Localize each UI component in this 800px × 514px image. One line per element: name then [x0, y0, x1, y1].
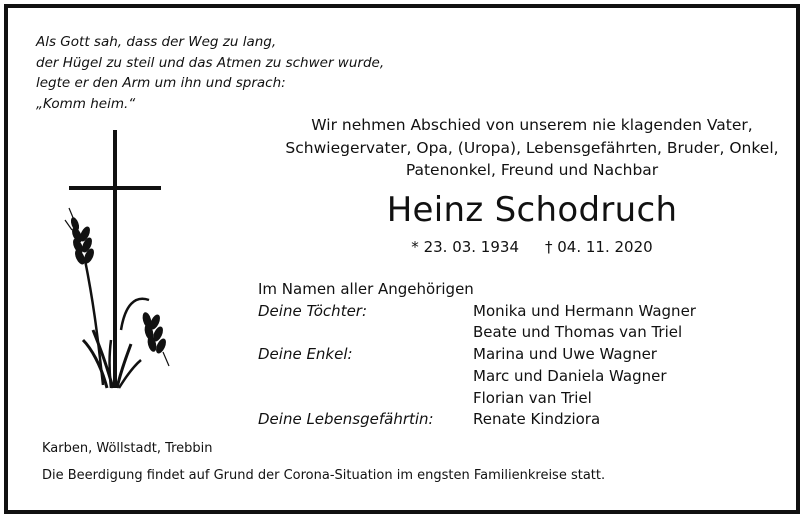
mourners-list: [258, 279, 696, 431]
mourner-role: Deine Lebensgefährtin:: [258, 410, 434, 429]
mourner-role: Deine Töchter:: [258, 301, 368, 320]
deceased-name: Heinz Schodruch: [386, 190, 678, 230]
mourner-names: Beate und Thomas van Triel: [473, 323, 683, 342]
intro-line: Wir nehmen Abschied von unserem nie klagenden Vater,: [311, 116, 753, 134]
intro-text: [262, 114, 800, 182]
mourner-names: Florian van Triel: [473, 388, 592, 407]
death-date: † 04. 11. 2020: [545, 238, 653, 256]
mourner-row: [258, 366, 696, 388]
poem-line: der Hügel zu steil und das Atmen zu schwer wurde,: [36, 54, 385, 71]
mourner-names: Monika und Hermann Wagner: [473, 301, 696, 320]
mourner-role: [258, 366, 473, 388]
mourner-row: [258, 388, 696, 410]
poem-line: legte er den Arm um ihn und sprach:: [36, 75, 286, 91]
mourner-role: Deine Enkel:: [258, 345, 353, 364]
mourner-row: [258, 301, 696, 323]
mourner-row: [258, 344, 696, 366]
life-dates: [262, 237, 800, 257]
mourner-row: [258, 409, 696, 431]
mourner-names: Marc und Daniela Wagner: [473, 366, 667, 385]
mourner-names: Marina und Uwe Wagner: [473, 345, 657, 364]
poem: [36, 32, 384, 114]
poem-line: „Komm heim.“: [36, 95, 136, 112]
birth-date: * 23. 03. 1934: [411, 238, 519, 256]
cross-with-wheat-icon: [55, 130, 185, 390]
mourners-header: Im Namen aller Angehörigen: [258, 280, 474, 298]
mourner-names: Renate Kindziora: [473, 410, 601, 429]
mourner-row: [258, 322, 696, 344]
intro-line: Patenonkel, Freund und Nachbar: [405, 161, 659, 179]
places: Karben, Wöllstadt, Trebbin: [42, 441, 213, 456]
poem-line: Als Gott sah, dass der Weg zu lang,: [36, 34, 277, 50]
mourner-role: [258, 322, 473, 344]
funeral-notice: Die Beerdigung findet auf Grund der Corona-Situation im engsten Familienkreise statt.: [42, 468, 606, 483]
mourner-role: [258, 388, 473, 410]
intro-line: Schwiegervater, Opa, (Uropa), Lebensgefährten, Bruder, Onkel,: [285, 138, 779, 157]
